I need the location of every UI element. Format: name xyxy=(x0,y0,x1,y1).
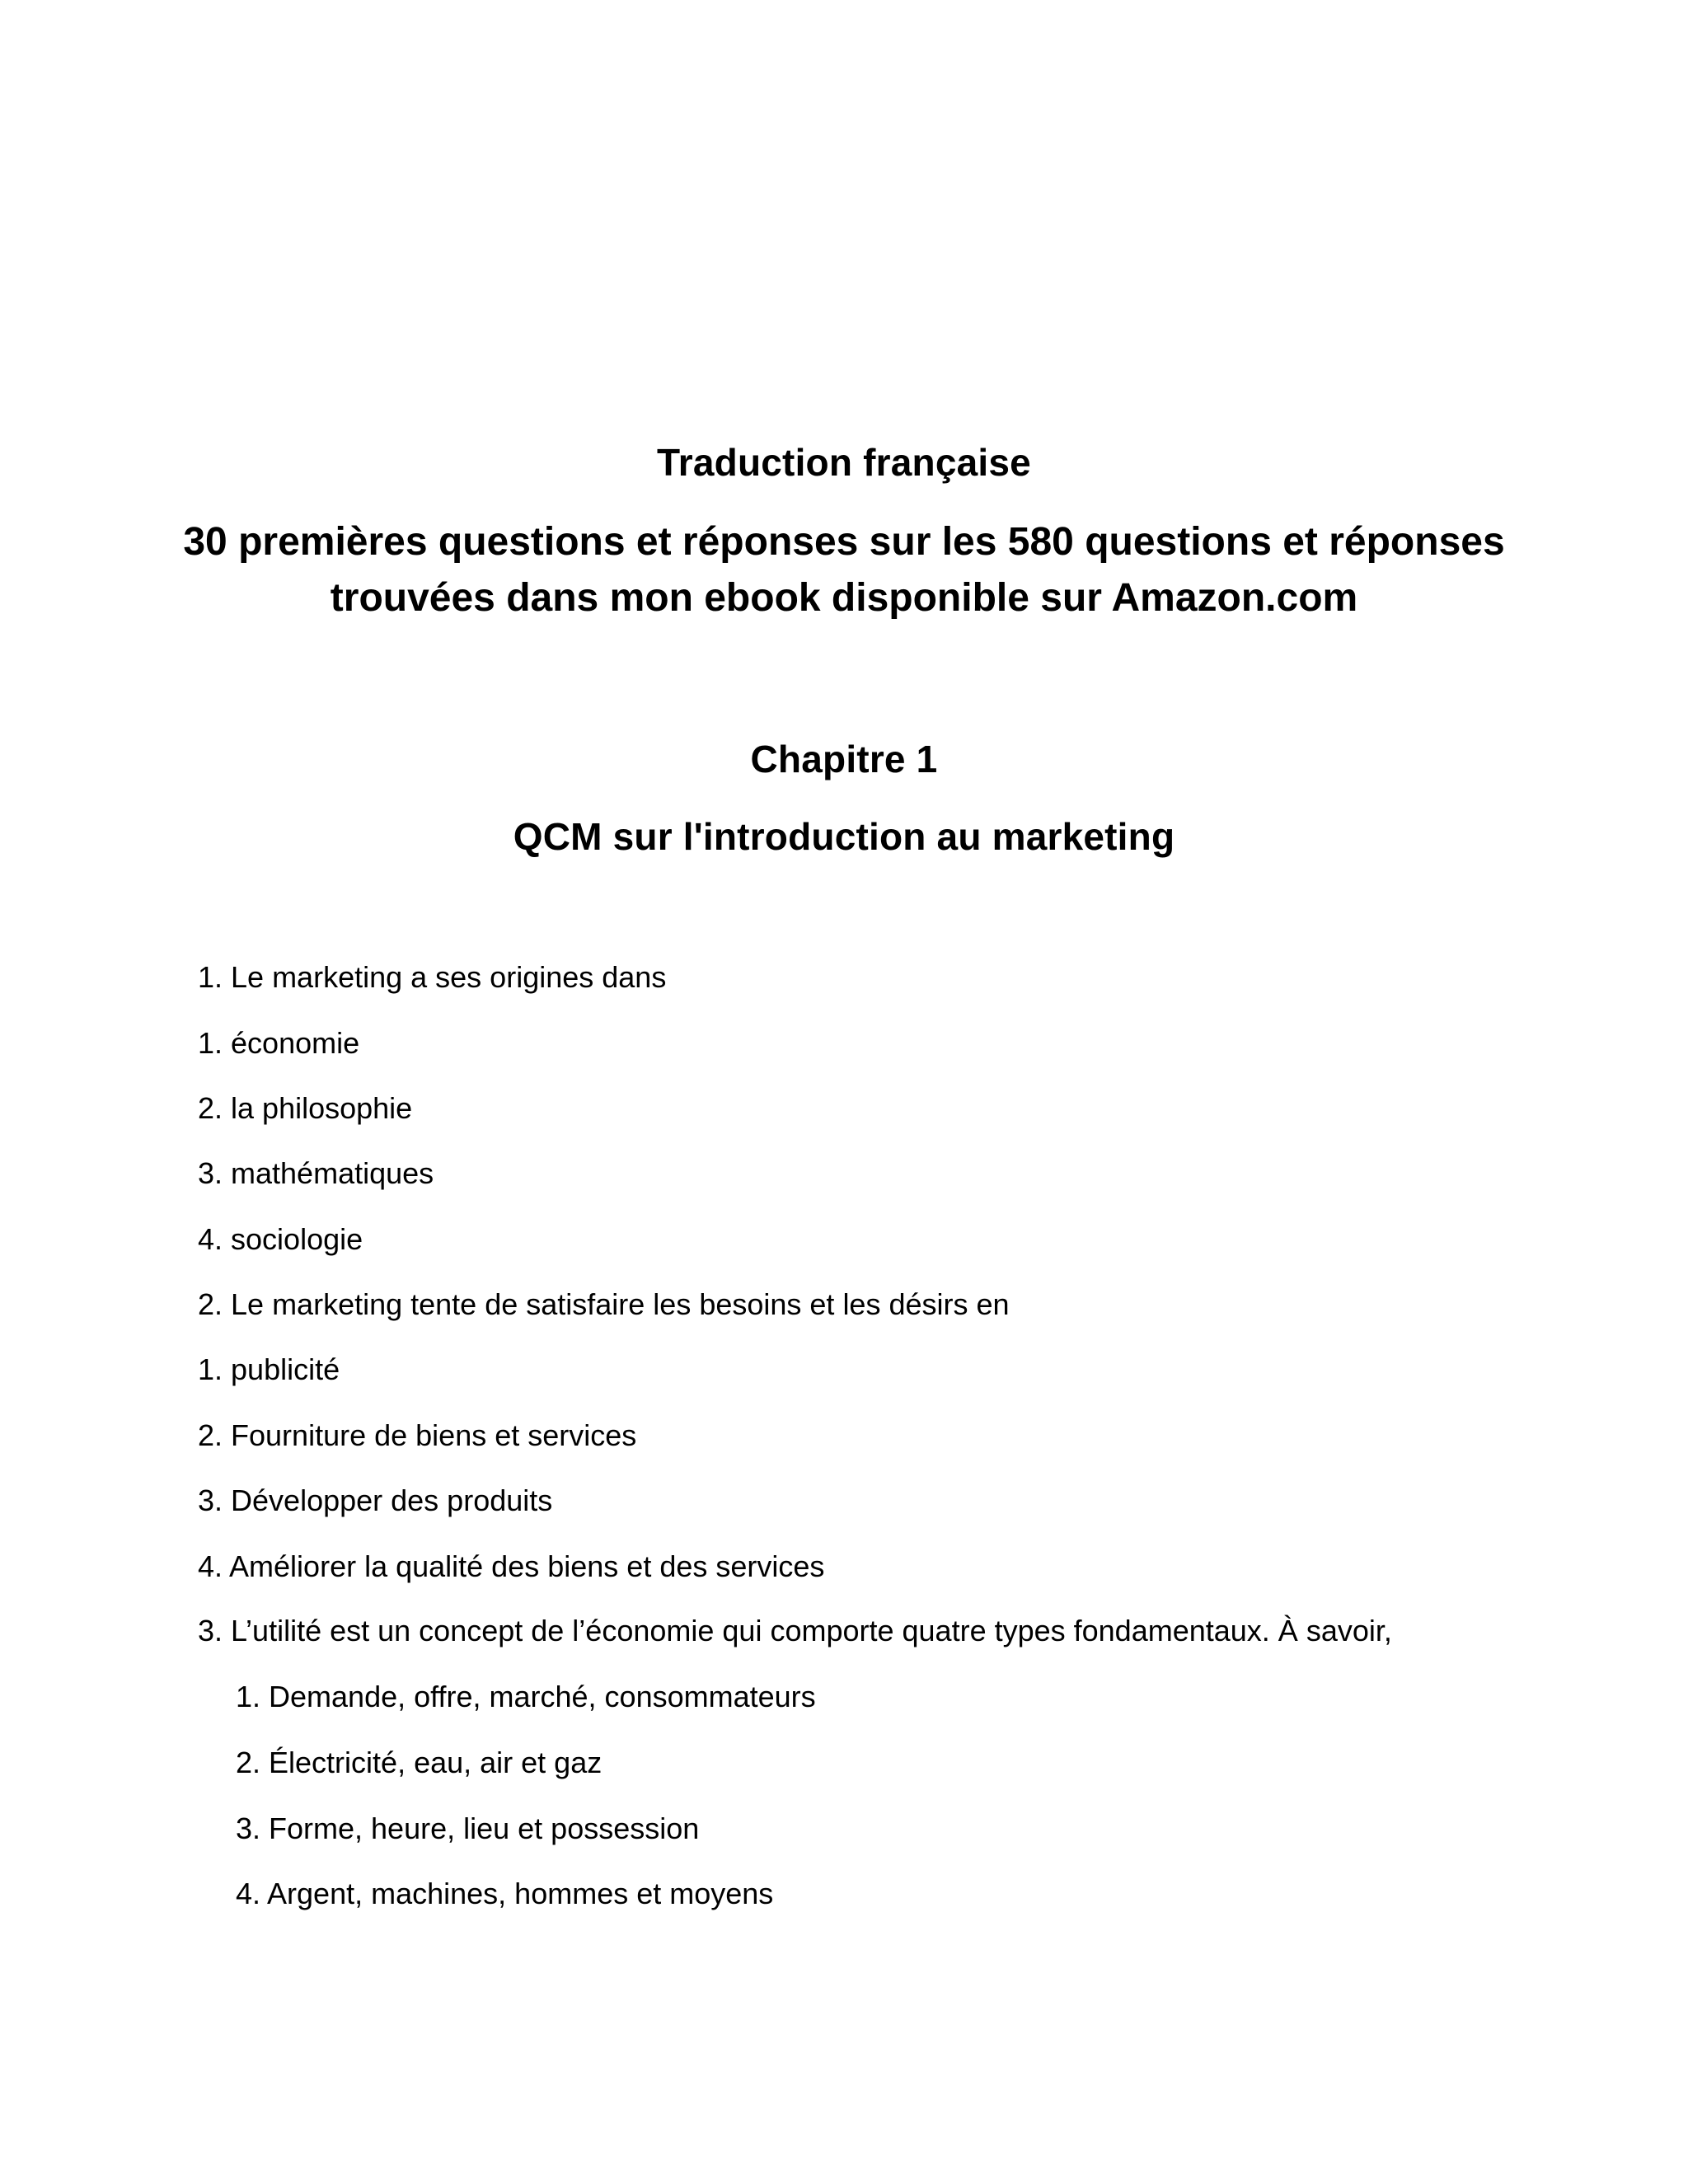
chapter-title: QCM sur l'introduction au marketing xyxy=(513,815,1175,858)
answer-option: 3. Développer des produits xyxy=(198,1483,553,1517)
document-subtitle-line-1: 30 premières questions et réponses sur les 580 questions et réponses xyxy=(183,520,1505,564)
answer-option: 3. mathématiques xyxy=(198,1156,434,1190)
answer-option: 4. Améliorer la qualité des biens et des services xyxy=(198,1549,825,1583)
question-text: 3. L’utilité est un concept de l’économie qui comporte quatre types fondamentaux. À savoir, xyxy=(198,1614,1392,1647)
answer-option: 1. publicité xyxy=(198,1352,340,1386)
question-text: 1. Le marketing a ses origines dans xyxy=(198,960,667,994)
answer-option: 2. la philosophie xyxy=(198,1091,413,1125)
answer-option: 4. Argent, machines, hommes et moyens xyxy=(236,1877,774,1910)
document-title: Traduction française xyxy=(657,441,1031,484)
chapter-label: Chapitre 1 xyxy=(750,738,938,780)
answer-option: 2. Électricité, eau, air et gaz xyxy=(236,1746,603,1779)
answer-option: 2. Fourniture de biens et services xyxy=(198,1418,637,1452)
question-text: 2. Le marketing tente de satisfaire les besoins et les désirs en xyxy=(198,1287,1010,1321)
answer-option: 1. Demande, offre, marché, consommateurs xyxy=(236,1680,816,1713)
answer-option: 4. sociologie xyxy=(198,1222,363,1256)
answer-option: 1. économie xyxy=(198,1026,360,1060)
answer-option: 3. Forme, heure, lieu et possession xyxy=(236,1811,700,1845)
document-subtitle-line-2: trouvées dans mon ebook disponible sur Amazon.com xyxy=(330,576,1358,620)
